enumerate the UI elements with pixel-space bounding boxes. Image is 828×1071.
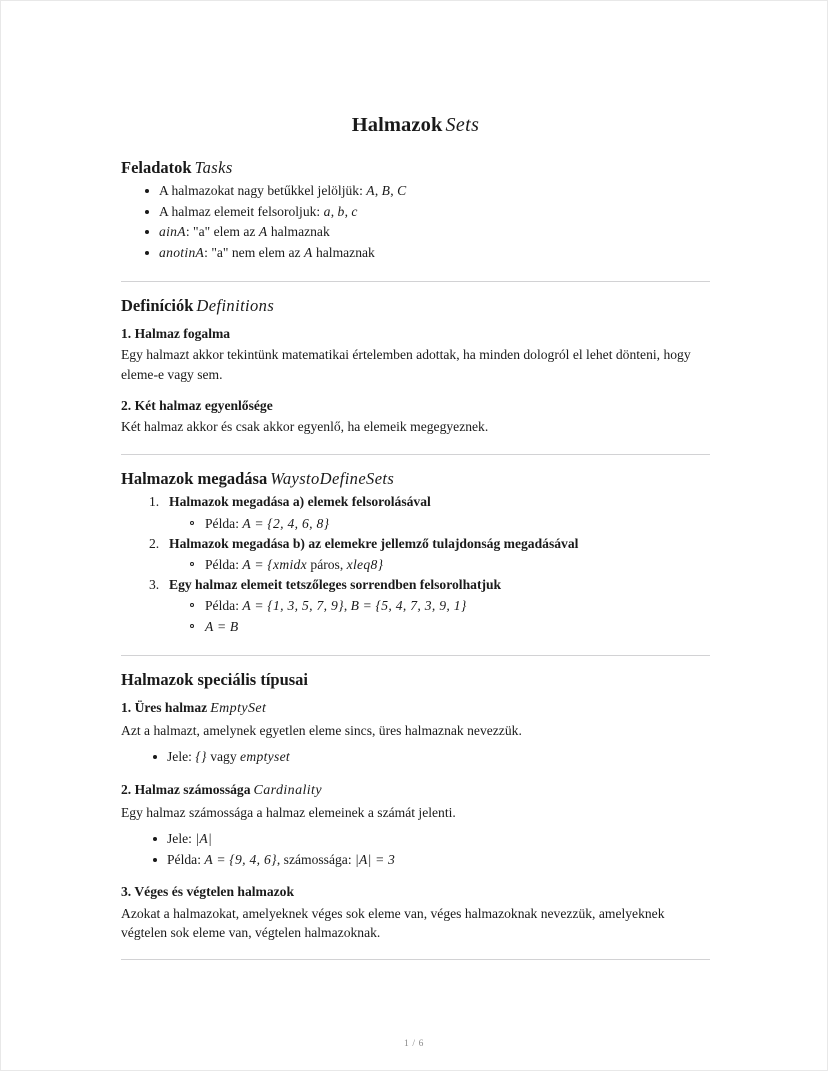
list-item: A halmazokat nagy betűkkel jelöljük: A, B, C bbox=[159, 181, 710, 202]
cardinality-bullets bbox=[121, 829, 710, 870]
subheading-cardinality bbox=[121, 781, 710, 801]
section-heading-tasks bbox=[121, 157, 710, 178]
example-sublist bbox=[169, 595, 710, 637]
empty-set-bullets bbox=[121, 747, 710, 768]
list-item: Jele: {} vagy emptyset bbox=[167, 747, 710, 768]
subheading-ket-halmaz-egyenlosege: 2. Két halmaz egyenlősége bbox=[121, 398, 273, 414]
list-item: Példa: A = {xmidx páros, xleq8} bbox=[205, 554, 710, 575]
section-heading-ways-to-define-en: WaystoDefineSets bbox=[270, 468, 395, 488]
paragraph-cardinality: Egy halmaz számossága a halmaz elemeinek a számát jelenti. bbox=[121, 804, 456, 820]
subheading-empty-set bbox=[121, 699, 710, 719]
paragraph-empty-set: Azt a halmazt, amelynek egyetlen eleme sincs, üres halmaznak nevezzük. bbox=[121, 722, 522, 738]
paragraph-ket-halmaz-egyenlosege: Két halmaz akkor és csak akkor egyenlő, ha elemeik megegyeznek. bbox=[121, 419, 489, 435]
list-item: Példa: A = {9, 4, 6}, számossága: |A| = 3 bbox=[167, 850, 710, 871]
list-item bbox=[169, 575, 710, 638]
list-item-title: Halmazok megadása a) elemek felsorolásával bbox=[169, 494, 431, 510]
section-heading-ways-to-define-hu: Halmazok megadása bbox=[121, 468, 268, 488]
section-divider bbox=[121, 959, 710, 960]
list-item bbox=[169, 534, 710, 575]
section-heading-special-types bbox=[121, 669, 710, 690]
list-item: ainA: "a" elem az A halmaznak bbox=[159, 222, 710, 243]
example-sublist bbox=[169, 513, 710, 534]
section-divider bbox=[121, 655, 710, 656]
page-title bbox=[121, 113, 710, 138]
paragraph-halmaz-fogalma: Egy halmazt akkor tekintünk matematikai értelemben adottak, ha minden dologról el lehet dönteni, hogy eleme-e vagy sem. bbox=[121, 347, 691, 382]
tasks-list bbox=[121, 181, 710, 264]
subheading-cardinality-hu: 2. Halmaz számossága bbox=[121, 781, 251, 797]
section-divider bbox=[121, 454, 710, 455]
list-item: A = B bbox=[205, 616, 710, 637]
page-title-en: Sets bbox=[445, 114, 480, 136]
page-title-hu: Halmazok bbox=[351, 114, 443, 136]
list-item-title: Halmazok megadása b) az elemekre jellemző tulajdonság megadásával bbox=[169, 535, 579, 551]
ways-to-define-list bbox=[121, 492, 710, 637]
subheading-halmaz-fogalma: 1. Halmaz fogalma bbox=[121, 326, 231, 342]
section-heading-tasks-en: Tasks bbox=[194, 157, 233, 177]
section-heading-definitions-hu: Definíciók bbox=[121, 295, 194, 315]
list-item: Jele: |A| bbox=[167, 829, 710, 850]
subheading-empty-set-hu: 1. Üres halmaz bbox=[121, 699, 208, 715]
list-item: Példa: A = {1, 3, 5, 7, 9}, B = {5, 4, 7, 3, 9, 1} bbox=[205, 595, 710, 616]
list-item-title: Egy halmaz elemeit tetszőleges sorrendben felsorolhatjuk bbox=[169, 577, 502, 593]
example-sublist bbox=[169, 554, 710, 575]
section-heading-special-types-hu: Halmazok speciális típusai bbox=[121, 669, 309, 689]
document-content bbox=[121, 113, 710, 973]
section-heading-definitions bbox=[121, 295, 710, 316]
section-heading-definitions-en: Definitions bbox=[196, 295, 275, 315]
list-item: anotinA: "a" nem elem az A halmaznak bbox=[159, 243, 710, 264]
subheading-empty-set-en: EmptySet bbox=[210, 700, 267, 716]
paragraph-finite-infinite: Azokat a halmazokat, amelyeknek véges sok eleme van, véges halmazoknak nevezzük, amelyeknek végtelen sok eleme van, végtelen halmazoknak. bbox=[121, 905, 665, 940]
subheading-finite-infinite: 3. Véges és végtelen halmazok bbox=[121, 884, 295, 900]
section-divider bbox=[121, 281, 710, 282]
subheading-cardinality-en: Cardinality bbox=[253, 782, 322, 798]
list-item: Példa: A = {2, 4, 6, 8} bbox=[205, 513, 710, 534]
section-heading-ways-to-define bbox=[121, 468, 710, 489]
list-item: A halmaz elemeit felsoroljuk: a, b, c bbox=[159, 202, 710, 223]
list-item bbox=[169, 492, 710, 533]
section-heading-tasks-hu: Feladatok bbox=[121, 157, 192, 177]
page-footer: 1 / 6 bbox=[404, 1039, 424, 1049]
